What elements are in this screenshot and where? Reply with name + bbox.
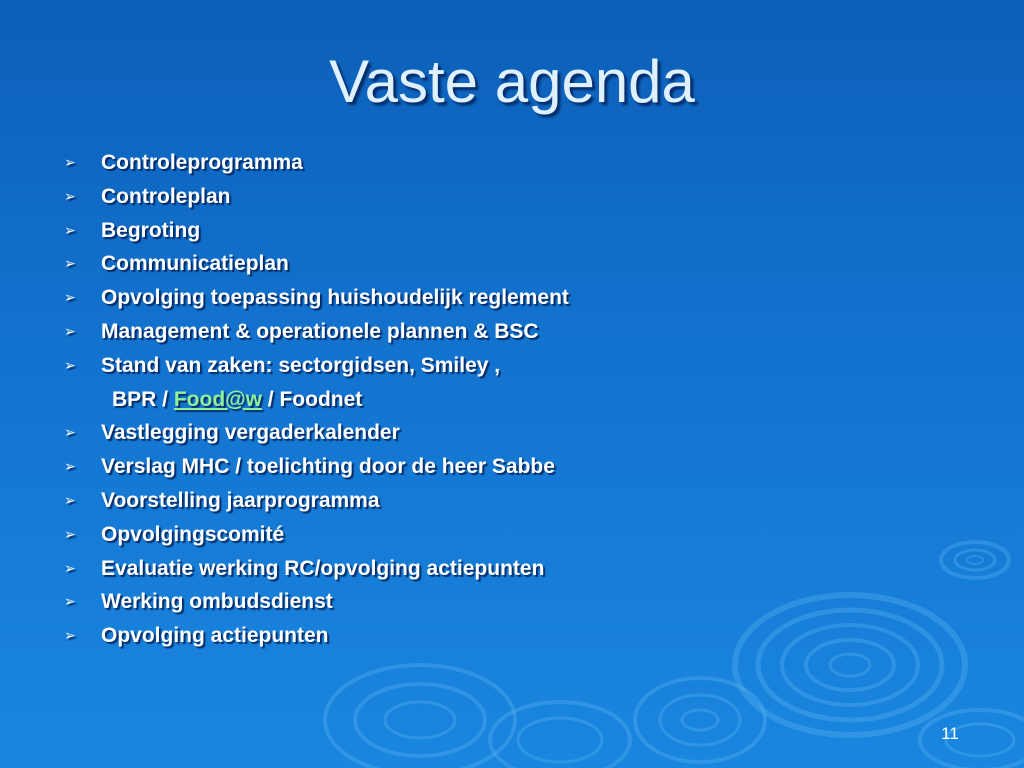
slide-title: Vaste agenda (329, 48, 695, 115)
slide: Vaste agenda ➢ Controleprogramma ➢ Controleplan ➢ Begroting ➢ Communicatieplan ➢ Opvolging toepassing huishoudelijk reglement ➢ Management & operationele plannen & BSC ➢ Stand van zaken: sectorgidsen, Smiley , BPR / Food@w / Foodnet ➢ Vastlegging vergaderkalender ➢ Verslag MHC / toelichting door de heer Sabbe ➢ Voorstelling jaarprogramma ➢ Opvolgingscomité ➢ Evaluatie werking RC/opvolging actiepunten ➢ Werking ombudsdienst ➢ Opvolging actiepunten 11 (0, 0, 1024, 768)
arrow-bullet-icon: ➢ (64, 525, 76, 542)
arrow-bullet-icon: ➢ (64, 424, 76, 441)
arrow-bullet-icon: ➢ (64, 627, 76, 644)
page-number: 11 (941, 724, 959, 743)
food-at-w-link[interactable]: Food@w (173, 387, 262, 411)
arrow-bullet-icon: ➢ (64, 187, 76, 204)
arrow-bullet-icon: ➢ (64, 289, 76, 306)
arrow-bullet-icon: ➢ (64, 559, 76, 576)
continuation-text-after: / Foodnet (261, 387, 363, 411)
arrow-bullet-icon: ➢ (64, 593, 76, 610)
arrow-bullet-icon: ➢ (64, 154, 76, 170)
arrow-bullet-icon: ➢ (64, 458, 76, 475)
arrow-bullet-icon: ➢ (64, 322, 76, 339)
arrow-bullet-icon: ➢ (64, 356, 76, 373)
arrow-bullet-icon: ➢ (64, 221, 76, 238)
arrow-bullet-icon: ➢ (64, 255, 76, 272)
arrow-bullet-icon: ➢ (64, 491, 76, 508)
continuation-text-before: BPR / (112, 387, 174, 411)
